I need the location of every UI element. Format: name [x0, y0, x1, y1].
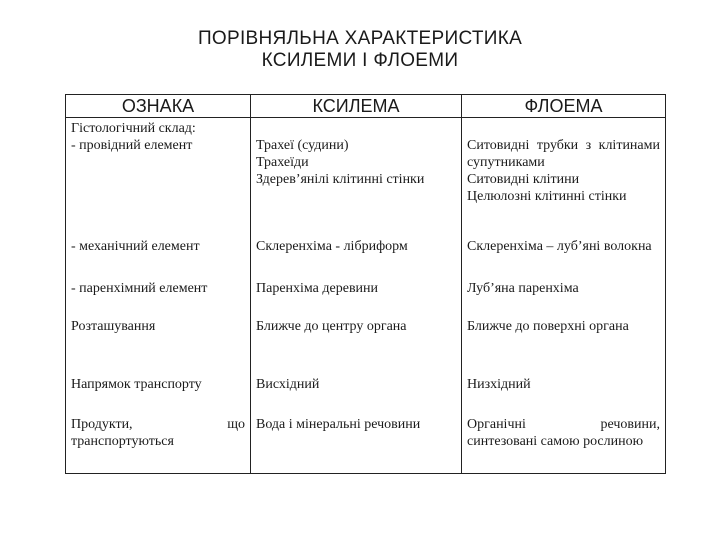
- cell-xylem: [251, 316, 462, 374]
- cell-feature: [66, 316, 251, 374]
- header-feature: ОЗНАКА: [66, 95, 251, 118]
- cell-xylem: [251, 118, 462, 236]
- cell-phloem: [462, 374, 666, 414]
- cell-feature: [66, 236, 251, 278]
- table-row: [66, 236, 666, 278]
- header-xylem: КСИЛЕМА: [251, 95, 462, 118]
- cell-text: Продукти, що транспортуються: [71, 416, 245, 449]
- table-header-row: [66, 95, 666, 118]
- cell-xylem: [251, 374, 462, 414]
- cell-feature: [66, 374, 251, 414]
- table-row: [66, 414, 666, 474]
- cell-feature: [66, 414, 251, 474]
- cell-text: Склеренхіма - лібриформ: [256, 238, 408, 254]
- cell-text: Ближче до центру органа: [256, 318, 407, 334]
- cell-text: Гістологічний склад: - провідний елемент: [71, 121, 196, 153]
- cell-phloem: [462, 414, 666, 474]
- cell-phloem: [462, 236, 666, 278]
- cell-text: Напрямок транспорту: [71, 376, 202, 392]
- cell-text: Паренхіма деревини: [256, 280, 379, 296]
- cell-text: Органічні речовини, синтезовані самою рослиною: [467, 416, 660, 449]
- title-line-2: КСИЛЕМИ І ФЛОЕМИ: [261, 50, 459, 71]
- table-row: [66, 118, 666, 236]
- header-phloem: ФЛОЕМА: [462, 95, 666, 118]
- table-row: [66, 278, 666, 316]
- cell-text: - паренхімний елемент: [71, 280, 208, 296]
- page-title: [0, 28, 720, 72]
- table-row: [66, 316, 666, 374]
- cell-text: Трахеї (судини) Трахеїди Здерев’янілі клітинні стінки: [256, 138, 425, 187]
- table-row: [66, 374, 666, 414]
- cell-text: Висхідний: [256, 376, 320, 392]
- cell-text: - механічний елемент: [71, 238, 200, 254]
- title-line-1: ПОРІВНЯЛЬНА ХАРАКТЕРИСТИКА: [197, 28, 523, 49]
- cell-text: Ситовидні трубки з клітинами супутниками Ситовидні клітини Целюлозні клітинні стінки: [467, 138, 660, 204]
- cell-text: Розташування: [71, 318, 156, 334]
- cell-xylem: [251, 414, 462, 474]
- comparison-table: [65, 94, 666, 474]
- cell-phloem: [462, 118, 666, 236]
- cell-xylem: [251, 236, 462, 278]
- cell-text: Вода і мінеральні речовини: [256, 416, 421, 432]
- cell-text: Склеренхіма – луб’яні волокна: [467, 238, 652, 254]
- cell-phloem: [462, 278, 666, 316]
- cell-xylem: [251, 278, 462, 316]
- cell-feature: [66, 278, 251, 316]
- cell-text: Луб’яна паренхіма: [467, 280, 579, 296]
- cell-phloem: [462, 316, 666, 374]
- cell-text: Низхідний: [467, 376, 531, 392]
- cell-text: Ближче до поверхні органа: [467, 318, 629, 334]
- cell-feature: [66, 118, 251, 236]
